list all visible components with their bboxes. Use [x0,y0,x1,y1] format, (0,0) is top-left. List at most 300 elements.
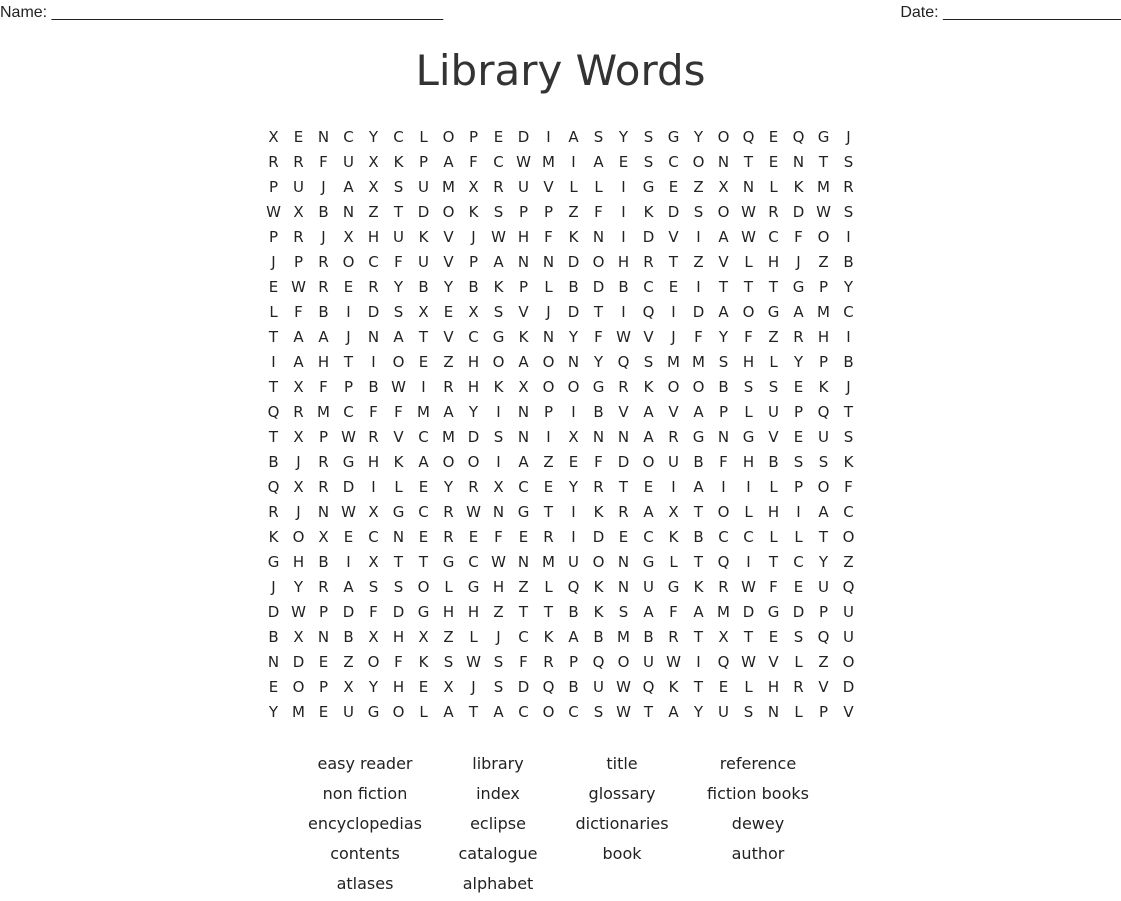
grid-letter: B [768,453,779,471]
grid-letter: F [794,228,803,246]
grid-letter: G [592,378,605,396]
grid-letter: P [468,128,479,146]
grid-letter: N [592,428,605,446]
grid-letter: U [418,178,429,196]
word-bank-item: catalogue [458,844,538,863]
grid-letter: B [468,278,479,296]
grid-letter: E [793,378,804,396]
grid-letter: F [594,328,603,346]
grid-letter: L [744,253,753,271]
word-bank-item: book [602,844,642,863]
grid-letter: C [843,503,854,521]
grid-letter: G [767,303,780,321]
grid-letter: X [493,478,504,496]
grid-letter: O [667,378,680,396]
grid-letter: Q [267,403,280,421]
grid-letter: L [769,178,778,196]
grid-letter: R [318,253,329,271]
grid-letter: O [842,528,855,546]
grid-letter: P [818,603,829,621]
grid-letter: X [293,203,304,221]
grid-letter: K [693,578,704,596]
grid-letter: P [268,228,279,246]
grid-letter: A [343,578,354,596]
grid-letter: I [571,403,576,421]
grid-letter: A [443,703,454,721]
grid-letter: F [494,528,503,546]
grid-letter: D [567,303,580,321]
grid-letter: O [542,703,555,721]
grid-letter: O [467,453,480,471]
grid-letter: G [392,503,405,521]
grid-letter: R [543,528,554,546]
grid-letter: T [593,303,604,321]
grid-letter: Z [693,253,704,271]
grid-letter: R [618,503,629,521]
grid-letter: H [617,253,630,271]
grid-letter: Q [817,628,830,646]
grid-letter: H [442,603,455,621]
grid-letter: D [267,603,280,621]
grid-letter: K [418,228,429,246]
grid-letter: A [568,628,579,646]
grid-letter: O [492,353,505,371]
grid-letter: L [594,178,603,196]
grid-letter: K [393,453,404,471]
grid-letter: Z [693,178,704,196]
grid-letter: B [843,353,854,371]
grid-letter: Y [443,278,454,296]
grid-letter: D [792,603,805,621]
grid-letter: Q [717,553,730,571]
grid-letter: S [743,703,754,721]
grid-letter: C [718,528,729,546]
grid-letter: O [817,478,830,496]
word-bank-item: index [476,784,520,803]
grid-letter: Q [642,303,655,321]
grid-letter: L [394,478,403,496]
grid-letter: N [617,428,630,446]
grid-letter: Q [617,353,630,371]
grid-letter: J [346,328,351,346]
grid-letter: N [317,128,330,146]
grid-letter: S [493,303,504,321]
grid-letter: S [643,153,654,171]
word-bank-item: eclipse [470,814,526,833]
grid-letter: B [718,378,729,396]
grid-letter: O [817,228,830,246]
grid-letter: S [843,428,854,446]
grid-letter: M [292,703,305,721]
grid-letter: V [543,178,554,196]
grid-letter: J [471,228,476,246]
grid-letter: S [593,703,604,721]
grid-letter: B [268,453,279,471]
grid-letter: S [493,653,504,671]
grid-letter: K [568,228,579,246]
grid-letter: J [846,128,851,146]
grid-letter: I [621,303,626,321]
grid-letter: X [318,528,329,546]
grid-letter: L [669,553,678,571]
grid-letter: C [343,128,354,146]
grid-letter: C [368,253,379,271]
grid-letter: U [718,703,729,721]
grid-letter: H [517,228,530,246]
grid-letter: G [467,578,480,596]
grid-letter: P [318,603,329,621]
grid-letter: N [742,178,755,196]
grid-letter: N [267,653,280,671]
grid-letter: W [491,553,506,571]
grid-letter: Z [343,653,354,671]
grid-letter: G [342,453,355,471]
grid-letter: W [291,278,306,296]
grid-letter: T [818,528,829,546]
grid-letter: R [318,278,329,296]
grid-letter: S [768,378,779,396]
grid-letter: L [744,403,753,421]
grid-letter: S [643,353,654,371]
grid-letter: E [668,278,679,296]
grid-letter: R [643,253,654,271]
grid-letter: L [269,303,278,321]
grid-letter: H [317,353,330,371]
grid-letter: F [294,303,303,321]
grid-letter: L [469,628,478,646]
word-bank [300,751,838,901]
grid-letter: W [741,203,756,221]
grid-letter: W [516,153,531,171]
grid-letter: S [618,603,629,621]
grid-letter: F [594,203,603,221]
grid-letter: D [342,478,355,496]
grid-letter: L [794,528,803,546]
grid-letter: D [617,453,630,471]
grid-letter: W [741,578,756,596]
grid-letter: D [842,678,855,696]
grid-letter: A [593,153,604,171]
grid-letter: B [693,453,704,471]
grid-letter: J [846,378,851,396]
grid-letter: F [519,653,528,671]
grid-letter: G [367,703,380,721]
grid-letter: A [443,403,454,421]
grid-letter: A [343,178,354,196]
grid-letter: P [518,278,529,296]
grid-letter: P [293,253,304,271]
grid-letter: M [317,403,330,421]
grid-letter: V [718,253,729,271]
grid-letter: O [717,503,730,521]
grid-letter: F [394,653,403,671]
grid-letter: X [668,503,679,521]
grid-letter: X [368,503,379,521]
grid-letter: D [592,528,605,546]
grid-letter: M [442,178,455,196]
grid-letter: X [293,478,304,496]
grid-letter: P [568,653,579,671]
grid-letter: A [393,328,404,346]
grid-letter: Z [843,553,854,571]
grid-letter: D [567,253,580,271]
grid-letter: F [319,378,328,396]
grid-letter: L [769,478,778,496]
grid-letter: E [618,528,629,546]
grid-letter: N [317,503,330,521]
grid-letter: I [346,553,351,571]
grid-letter: I [671,303,676,321]
grid-letter: O [592,553,605,571]
grid-letter: W [741,653,756,671]
grid-letter: Q [717,653,730,671]
grid-letter: X [718,178,729,196]
grid-letter: M [417,403,430,421]
grid-letter: I [846,228,851,246]
grid-letter: Q [542,678,555,696]
grid-letter: K [843,453,854,471]
grid-letter: U [418,253,429,271]
grid-letter: V [818,678,829,696]
grid-letter: C [343,403,354,421]
grid-letter: Y [368,128,379,146]
grid-letter: T [718,278,729,296]
grid-letter: I [571,153,576,171]
grid-letter: N [542,328,555,346]
grid-letter: B [843,253,854,271]
grid-letter: T [418,328,429,346]
grid-letter: P [518,203,529,221]
letter-grid [261,125,861,725]
grid-letter: A [493,703,504,721]
grid-letter: S [843,203,854,221]
grid-letter: V [768,653,779,671]
grid-letter: Q [792,128,805,146]
grid-letter: A [493,253,504,271]
grid-letter: G [267,553,280,571]
grid-letter: E [768,628,779,646]
grid-letter: H [742,353,755,371]
grid-letter: U [818,428,829,446]
grid-letter: C [393,128,404,146]
grid-letter: U [393,228,404,246]
grid-letter: I [746,553,751,571]
word-bank-item: encyclopedias [307,814,423,833]
grid-letter: L [419,128,428,146]
grid-letter: I [421,378,426,396]
grid-letter: I [546,128,551,146]
grid-letter: P [793,478,804,496]
grid-letter: X [368,178,379,196]
grid-letter: H [767,503,780,521]
grid-letter: T [743,628,754,646]
grid-letter: K [518,328,529,346]
grid-letter: B [418,278,429,296]
grid-letter: O [617,653,630,671]
grid-letter: P [543,203,554,221]
grid-letter: Y [568,328,579,346]
grid-letter: E [418,353,429,371]
grid-letter: Y [368,678,379,696]
grid-letter: S [793,453,804,471]
grid-letter: Y [618,128,629,146]
grid-letter: Q [592,653,605,671]
grid-letter: F [544,228,553,246]
grid-letter: I [621,228,626,246]
grid-letter: U [518,178,529,196]
grid-letter: R [493,178,504,196]
grid-letter: T [468,703,479,721]
grid-letter: K [543,628,554,646]
grid-letter: J [471,678,476,696]
grid-letter: A [318,328,329,346]
grid-letter: J [321,178,326,196]
grid-letter: R [718,578,729,596]
grid-letter: N [792,153,805,171]
grid-letter: Z [493,603,504,621]
grid-letter: B [318,203,329,221]
grid-letter: H [367,453,380,471]
grid-letter: B [593,403,604,421]
grid-letter: T [668,253,679,271]
grid-letter: R [793,678,804,696]
grid-letter: R [443,378,454,396]
grid-letter: N [617,578,630,596]
grid-letter: H [392,678,405,696]
grid-letter: O [367,653,380,671]
grid-letter: O [842,653,855,671]
grid-letter: R [293,403,304,421]
grid-letter: S [443,653,454,671]
grid-letter: F [694,328,703,346]
grid-letter: O [342,253,355,271]
grid-letter: C [843,303,854,321]
grid-letter: T [843,403,854,421]
grid-letter: A [518,453,529,471]
grid-letter: L [744,503,753,521]
grid-letter: C [643,278,654,296]
grid-letter: R [843,178,854,196]
grid-letter: B [343,628,354,646]
grid-letter: U [643,653,654,671]
grid-letter: X [468,178,479,196]
grid-letter: R [443,528,454,546]
grid-letter: H [467,378,480,396]
grid-letter: V [843,703,854,721]
grid-letter: P [793,403,804,421]
grid-letter: D [292,653,305,671]
grid-letter: U [818,578,829,596]
grid-letter: U [343,703,354,721]
grid-letter: L [769,528,778,546]
grid-letter: N [342,203,355,221]
grid-letter: K [418,653,429,671]
grid-letter: M [817,178,830,196]
grid-letter: I [846,328,851,346]
grid-letter: R [318,453,329,471]
grid-letter: R [293,228,304,246]
grid-letter: Y [568,478,579,496]
grid-letter: Y [593,353,604,371]
grid-letter: R [793,328,804,346]
grid-letter: F [394,253,403,271]
grid-letter: Y [468,403,479,421]
grid-letter: W [491,228,506,246]
grid-letter: A [693,603,704,621]
grid-letter: X [368,153,379,171]
grid-letter: B [368,378,379,396]
grid-letter: L [744,678,753,696]
grid-letter: G [792,278,805,296]
grid-letter: I [371,478,376,496]
grid-letter: X [443,678,454,696]
grid-letter: T [518,603,529,621]
grid-letter: E [618,153,629,171]
grid-letter: W [341,428,356,446]
grid-letter: D [667,203,680,221]
grid-letter: X [293,628,304,646]
grid-letter: O [442,128,455,146]
grid-letter: P [318,678,329,696]
grid-letter: U [668,453,679,471]
grid-letter: P [343,378,354,396]
grid-letter: R [668,428,679,446]
grid-letter: P [418,153,429,171]
grid-letter: F [669,603,678,621]
grid-letter: R [443,503,454,521]
grid-letter: K [593,578,604,596]
grid-letter: M [717,603,730,621]
grid-letter: X [293,428,304,446]
grid-letter: P [468,253,479,271]
grid-letter: T [343,353,354,371]
grid-letter: W [816,203,831,221]
grid-letter: B [568,603,579,621]
grid-letter: X [293,378,304,396]
grid-letter: I [621,178,626,196]
grid-letter: V [443,253,454,271]
grid-letter: D [742,603,755,621]
grid-letter: T [743,278,754,296]
grid-letter: A [518,353,529,371]
grid-letter: N [492,503,505,521]
grid-letter: O [567,378,580,396]
grid-letter: O [542,353,555,371]
grid-letter: H [367,228,380,246]
grid-letter: H [392,628,405,646]
grid-letter: Z [768,328,779,346]
grid-letter: S [643,128,654,146]
grid-letter: A [668,703,679,721]
grid-letter: V [668,228,679,246]
grid-letter: E [518,528,529,546]
grid-letter: H [467,603,480,621]
grid-letter: Q [642,678,655,696]
grid-letter: S [393,303,404,321]
grid-letter: N [517,553,530,571]
grid-letter: X [518,378,529,396]
grid-letter: D [592,278,605,296]
grid-letter: W [666,653,681,671]
word-bank-item: title [606,754,638,773]
grid-letter: A [793,303,804,321]
grid-letter: F [469,153,478,171]
grid-letter: G [492,328,505,346]
grid-letter: D [342,603,355,621]
grid-letter: Y [393,278,404,296]
grid-letter: G [817,128,830,146]
grid-letter: C [568,703,579,721]
